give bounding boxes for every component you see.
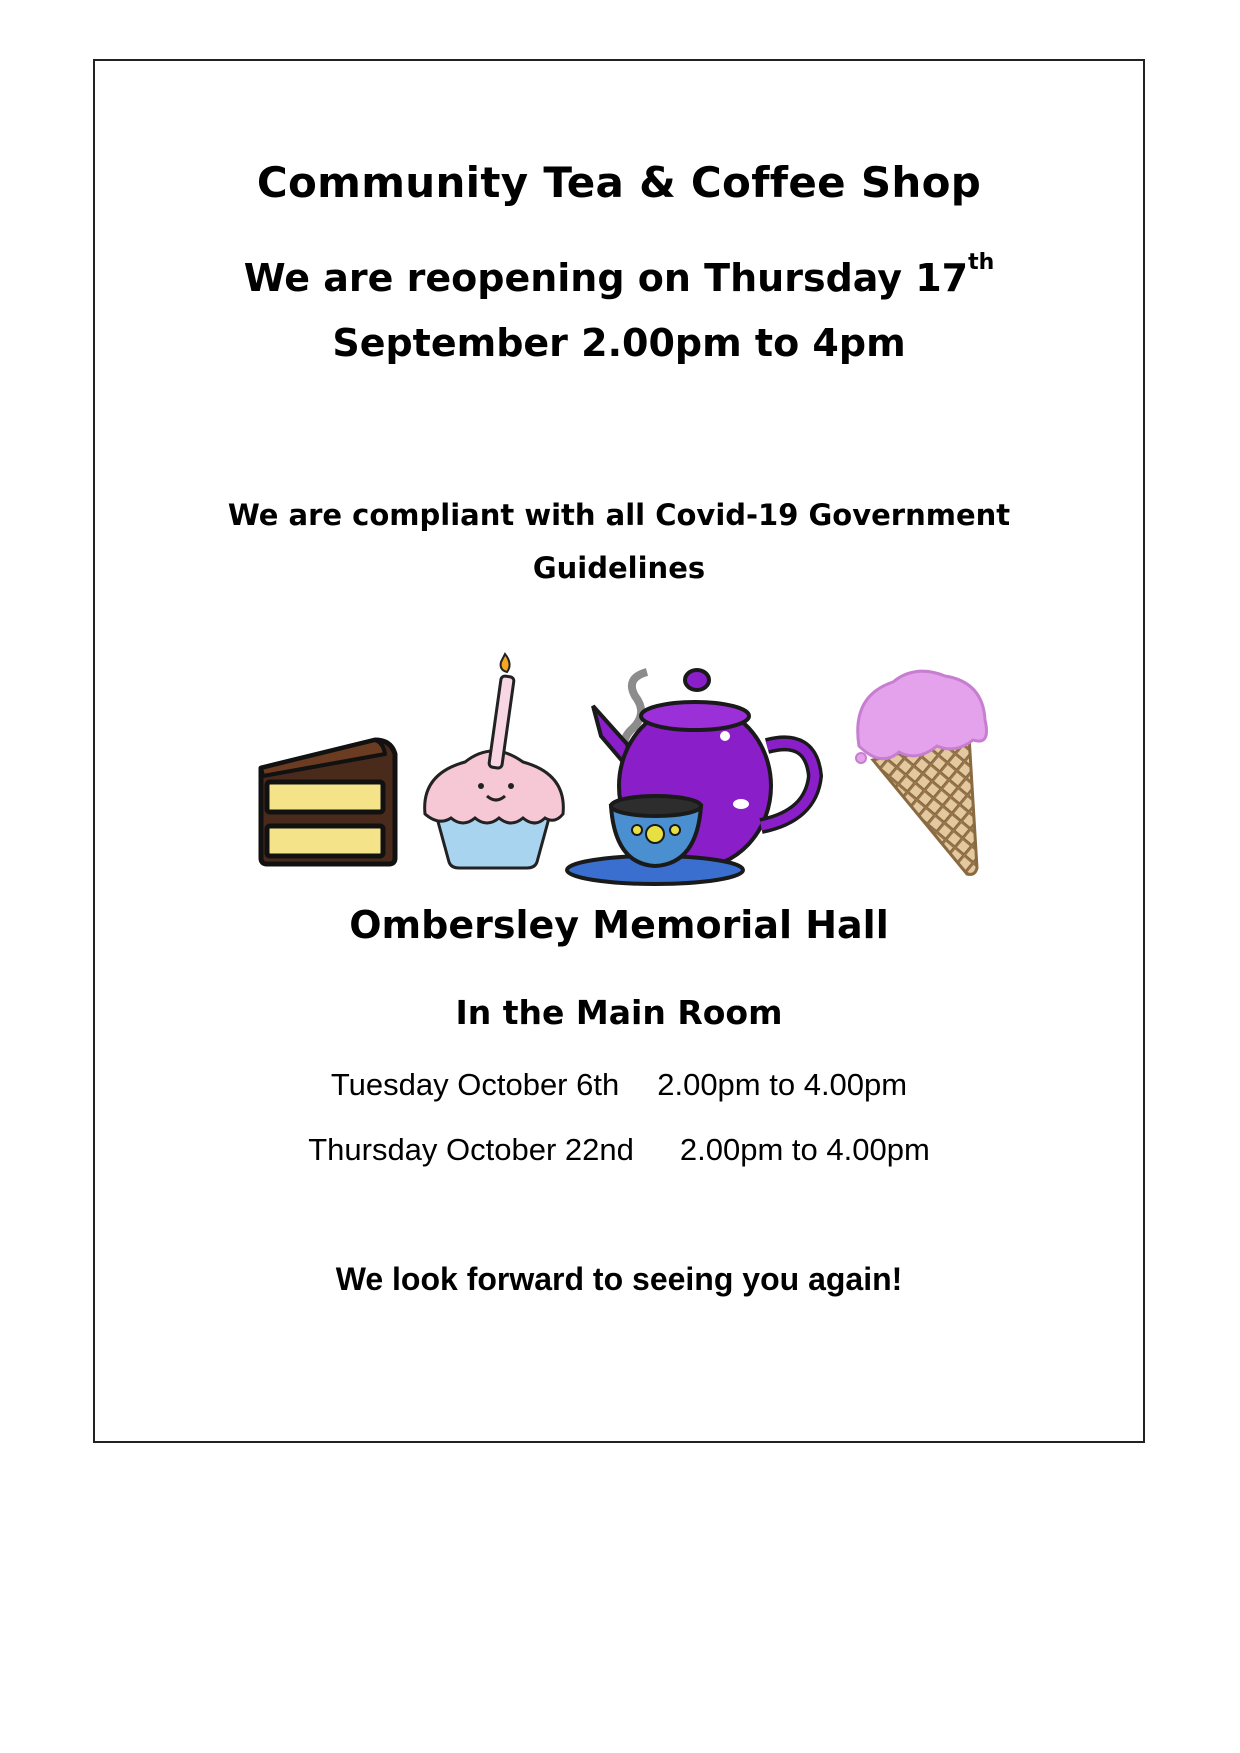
session-day: Tuesday October 6th — [330, 1067, 620, 1102]
reopening-time: September 2.00pm to 4pm — [332, 321, 906, 365]
ordinal-suffix: th — [968, 250, 995, 275]
session-row — [95, 1067, 1143, 1103]
session-day: Thursday October 22nd — [308, 1132, 634, 1167]
ice-cream-cone-icon — [856, 671, 987, 874]
covid-notice-line2: Guidelines — [532, 551, 706, 585]
teapot-icon — [567, 670, 815, 884]
room-name: In the Main Room — [455, 993, 783, 1032]
closing-message: We look forward to seeing you again! — [335, 1261, 903, 1297]
cake-slice-icon — [261, 740, 395, 864]
page-title: Community Tea & Coffee Shop — [256, 158, 982, 207]
flyer — [93, 59, 1145, 1443]
session-time: 2.00pm to 4.00pm — [657, 1067, 908, 1102]
reopening-announcement — [95, 246, 1143, 376]
session-row — [95, 1132, 1143, 1168]
cupcake-icon — [425, 654, 564, 868]
venue-name: Ombersley Memorial Hall — [349, 903, 889, 947]
covid-notice-line1: We are compliant with all Covid-19 Government — [227, 498, 1011, 532]
refreshments-illustration — [255, 636, 995, 891]
session-time: 2.00pm to 4.00pm — [679, 1132, 930, 1167]
covid-notice — [155, 489, 1083, 595]
reopening-date: We are reopening on Thursday 17 — [243, 256, 969, 300]
